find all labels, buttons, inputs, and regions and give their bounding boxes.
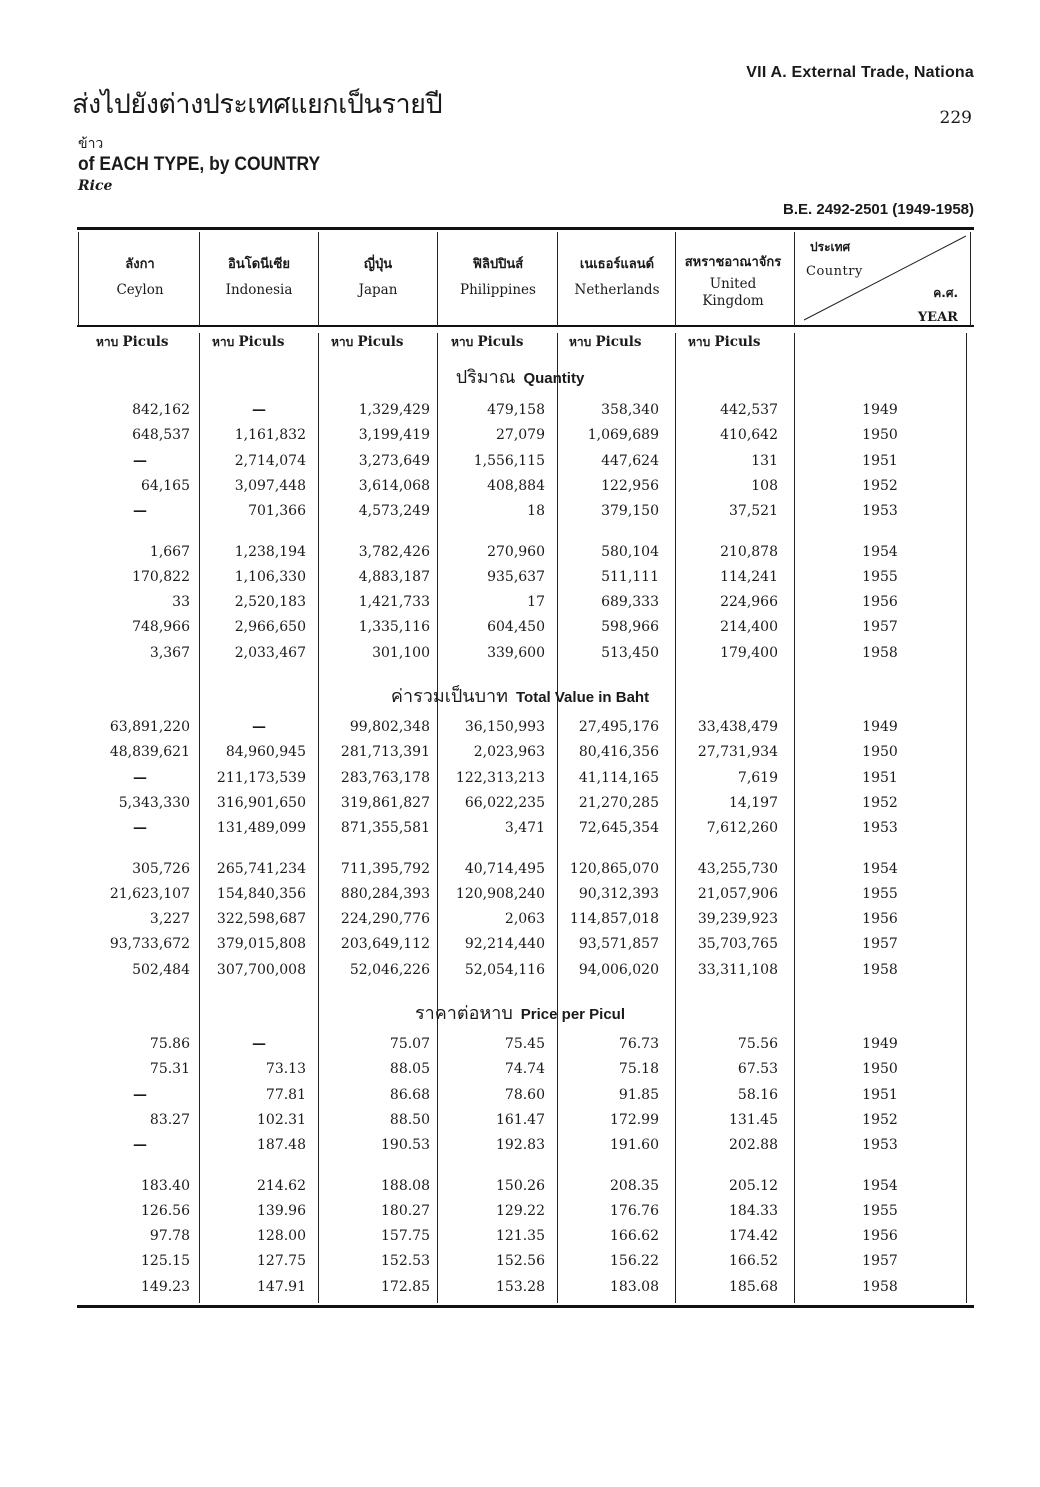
table-cell: 379,015,808 xyxy=(216,936,306,953)
table-cell: 2,023,963 xyxy=(473,744,545,761)
table-cell: 58.16 xyxy=(737,1086,778,1103)
section-title-english: Total Value in Baht xyxy=(516,689,650,706)
english-title: of EACH TYPE, by COUNTRY xyxy=(78,154,321,175)
table-cell: 153.28 xyxy=(496,1278,545,1295)
table-cell: 152.56 xyxy=(496,1253,545,1270)
thai-title: ส่งไปยังต่างประเทศแยกเป็นรายปี xyxy=(72,89,443,120)
table-cell: — xyxy=(133,769,147,786)
table-cell: 180.27 xyxy=(381,1202,430,1219)
table-cell: 92,214,440 xyxy=(464,936,545,953)
column-header-english: Japan xyxy=(358,282,398,298)
table-cell: — xyxy=(133,1137,147,1154)
column-header xyxy=(440,256,556,299)
column-header xyxy=(82,256,198,299)
unit-thai: หาบ xyxy=(212,335,239,349)
table-cell: 339,600 xyxy=(487,644,545,661)
year-cell: 1958 xyxy=(862,1278,898,1295)
table-cell: 66,022,235 xyxy=(464,794,545,811)
table-cell: 120,908,240 xyxy=(455,885,545,902)
table-cell: 166.52 xyxy=(729,1253,778,1270)
year-cell: 1953 xyxy=(862,503,898,520)
unit-label xyxy=(331,333,404,352)
table-cell: 63,891,220 xyxy=(109,719,190,735)
table-cell: 154,840,356 xyxy=(216,885,306,902)
table-cell: — xyxy=(133,452,147,469)
table-cell: 94,006,020 xyxy=(578,961,659,978)
column-header-thai: สหราชอาณาจักร xyxy=(684,255,782,270)
year-cell: 1951 xyxy=(862,452,898,469)
table-cell: 174.42 xyxy=(729,1228,778,1245)
column-header-english: Ceylon xyxy=(116,282,164,298)
table-cell: 203,649,112 xyxy=(340,936,430,953)
year-cell: 1950 xyxy=(862,744,898,761)
table-cell: 48,839,621 xyxy=(109,744,190,761)
column-header-thai: เนเธอร์แลนด์ xyxy=(579,257,655,272)
table-cell: 442,537 xyxy=(720,402,778,418)
column-header xyxy=(201,256,317,299)
table-cell: 1,106,330 xyxy=(234,568,306,585)
running-header: VII A. External Trade, Nationa xyxy=(746,64,974,81)
table-cell: 187.48 xyxy=(257,1137,306,1154)
table-cell: 1,069,689 xyxy=(587,427,659,444)
column-header-english: Indonesia xyxy=(225,282,293,298)
table-cell: 88.50 xyxy=(389,1111,430,1128)
corner-thai-country: ประเทศ xyxy=(810,240,851,254)
table-cell: 33 xyxy=(172,594,190,611)
table-cell: 75.31 xyxy=(149,1061,190,1078)
table-cell: 18 xyxy=(527,503,545,520)
year-cell: 1954 xyxy=(862,860,898,877)
year-cell: 1953 xyxy=(862,820,898,837)
unit-english: Piculs xyxy=(122,334,169,350)
table-cell: 40,714,495 xyxy=(464,860,545,877)
table-cell: 91.85 xyxy=(618,1086,659,1103)
table-cell: 114,857,018 xyxy=(569,911,659,928)
english-subtitle: Rice xyxy=(78,178,113,194)
table-cell: 210,878 xyxy=(720,543,778,560)
table-cell: 1,161,832 xyxy=(234,427,306,444)
table-cell: 3,199,419 xyxy=(358,427,430,444)
table-cell: 689,333 xyxy=(601,594,659,611)
unit-label xyxy=(212,333,285,352)
column-divider xyxy=(199,232,200,326)
table-cell: 2,966,650 xyxy=(234,619,306,636)
year-cell: 1952 xyxy=(862,477,898,494)
column-header xyxy=(559,256,675,299)
table-cell: 21,623,107 xyxy=(109,885,190,902)
table-cell: 150.26 xyxy=(496,1177,545,1194)
table-cell: 129.22 xyxy=(496,1202,545,1219)
year-cell: 1956 xyxy=(862,1228,898,1245)
table-cell: 3,782,426 xyxy=(358,543,430,560)
table-cell: 648,537 xyxy=(132,427,190,444)
table-cell: 3,367 xyxy=(149,644,190,661)
year-cell: 1958 xyxy=(862,961,898,978)
table-cell: 701,366 xyxy=(248,503,306,520)
table-cell: 871,355,581 xyxy=(340,820,430,837)
table-cell: 935,637 xyxy=(487,568,545,585)
table-cell: 166.62 xyxy=(610,1228,659,1245)
table-cell: 208.35 xyxy=(610,1177,659,1194)
year-cell: 1950 xyxy=(862,1061,898,1078)
table-cell: 1,556,115 xyxy=(473,452,545,469)
table-cell: 604,450 xyxy=(487,619,545,636)
table-cell: 358,340 xyxy=(601,402,659,418)
table-cell: 511,111 xyxy=(601,568,659,585)
table-cell: 161.47 xyxy=(496,1111,545,1128)
table-cell: 502,484 xyxy=(132,961,190,978)
table-cell: 316,901,650 xyxy=(216,794,306,811)
table-cell: 379,150 xyxy=(601,503,659,520)
year-cell: 1956 xyxy=(862,911,898,928)
table-left-border xyxy=(78,232,79,326)
table-cell: 205.12 xyxy=(729,1177,778,1194)
table-cell: 52,054,116 xyxy=(464,961,545,978)
table-cell: 27,731,934 xyxy=(697,744,778,761)
table-cell: 75.07 xyxy=(389,1036,430,1052)
column-header-thai: ฟิลิปปินส์ xyxy=(472,257,524,272)
year-cell: 1949 xyxy=(862,1036,898,1052)
table-cell: — xyxy=(252,402,266,418)
table-cell: 88.05 xyxy=(389,1061,430,1078)
unit-english: Piculs xyxy=(595,334,642,350)
corner-thai-year: ค.ศ. xyxy=(933,286,958,300)
table-cell: 78.60 xyxy=(504,1086,545,1103)
table-cell: 64,165 xyxy=(141,477,190,494)
year-cell: 1955 xyxy=(862,568,898,585)
table-cell: 72,645,354 xyxy=(578,820,659,837)
section-title-thai: ปริมาณ xyxy=(455,367,516,388)
table-cell: 75.18 xyxy=(618,1061,659,1078)
table-cell: 156.22 xyxy=(610,1253,659,1270)
table-cell: 3,273,649 xyxy=(358,452,430,469)
table-cell: 172.85 xyxy=(381,1278,430,1295)
column-header xyxy=(675,254,791,310)
unit-english: Piculs xyxy=(477,334,524,350)
table-bottom-rule xyxy=(77,1305,974,1308)
table-cell: 598,966 xyxy=(601,619,659,636)
year-cell: 1950 xyxy=(862,427,898,444)
table-cell: 80,416,356 xyxy=(578,744,659,761)
table-cell: 74.74 xyxy=(504,1061,545,1078)
table-cell: 93,571,857 xyxy=(578,936,659,953)
table-cell: 188.08 xyxy=(381,1177,430,1194)
table-cell: 224,290,776 xyxy=(340,911,430,928)
year-cell: 1953 xyxy=(862,1137,898,1154)
year-cell: 1951 xyxy=(862,769,898,786)
section-title-english: Price per Picul xyxy=(520,1006,626,1023)
table-cell: 270,960 xyxy=(487,543,545,560)
table-cell: 128.00 xyxy=(257,1228,306,1245)
table-cell: 7,612,260 xyxy=(706,820,778,837)
table-cell: 1,421,733 xyxy=(358,594,430,611)
table-cell: 86.68 xyxy=(389,1086,430,1103)
table-cell: 139.96 xyxy=(257,1202,306,1219)
year-cell: 1957 xyxy=(862,619,898,636)
unit-english: Piculs xyxy=(238,334,285,350)
year-cell: 1955 xyxy=(862,885,898,902)
year-cell: 1952 xyxy=(862,1111,898,1128)
table-cell: 35,703,765 xyxy=(697,936,778,953)
table-cell: 93,733,672 xyxy=(109,936,190,953)
table-cell: — xyxy=(252,719,266,735)
year-cell: 1952 xyxy=(862,794,898,811)
table-cell: 307,700,008 xyxy=(216,961,306,978)
column-header-thai: ญี่ปุ่น xyxy=(363,257,393,272)
column-divider xyxy=(437,232,438,326)
table-cell: 301,100 xyxy=(372,644,430,661)
table-cell: 1,238,194 xyxy=(234,543,306,560)
table-cell: 176.76 xyxy=(610,1202,659,1219)
table-cell: 4,883,187 xyxy=(358,568,430,585)
table-cell: — xyxy=(133,820,147,837)
column-header-english: Philippines xyxy=(460,282,536,298)
year-cell: 1954 xyxy=(862,1177,898,1194)
unit-label xyxy=(569,333,642,352)
table-cell: 127.75 xyxy=(257,1253,306,1270)
section-title-thai: ค่ารวมเป็นบาท xyxy=(390,686,508,707)
table-cell: 27,495,176 xyxy=(578,719,659,735)
unit-thai: หาบ xyxy=(688,335,715,349)
table-cell: 170,822 xyxy=(132,568,190,585)
table-cell: 447,624 xyxy=(601,452,659,469)
table-cell: 513,450 xyxy=(601,644,659,661)
table-cell: 108 xyxy=(751,477,778,494)
unit-thai: หาบ xyxy=(96,335,123,349)
section-title xyxy=(0,998,1040,1027)
table-cell: 1,335,116 xyxy=(358,619,430,636)
table-cell: 122,313,213 xyxy=(455,769,545,786)
table-cell: 52,046,226 xyxy=(349,961,430,978)
table-cell: — xyxy=(252,1036,266,1052)
table-cell: 36,150,993 xyxy=(464,719,545,735)
column-header xyxy=(320,256,436,299)
unit-english: Piculs xyxy=(714,334,761,350)
table-cell: 21,270,285 xyxy=(578,794,659,811)
table-cell: 179,400 xyxy=(720,644,778,661)
table-top-rule xyxy=(77,227,974,230)
table-cell: 122,956 xyxy=(601,477,659,494)
table-cell: 322,598,687 xyxy=(216,911,306,928)
table-cell: 2,063 xyxy=(504,911,545,928)
year-cell: 1954 xyxy=(862,543,898,560)
year-cell: 1951 xyxy=(862,1086,898,1103)
unit-label xyxy=(451,333,524,352)
table-cell: 281,713,391 xyxy=(340,744,430,761)
table-cell: 114,241 xyxy=(720,568,778,585)
table-cell: 120,865,070 xyxy=(569,860,659,877)
table-cell: 224,966 xyxy=(720,594,778,611)
table-cell: 283,763,178 xyxy=(340,769,430,786)
table-cell: 126.56 xyxy=(141,1202,190,1219)
table-cell: 27,079 xyxy=(496,427,545,444)
table-cell: 131.45 xyxy=(729,1111,778,1128)
year-cell: 1957 xyxy=(862,936,898,953)
table-cell: 305,726 xyxy=(132,860,190,877)
year-cell: 1949 xyxy=(862,719,898,735)
table-cell: 99,802,348 xyxy=(349,719,430,735)
table-cell: 192.83 xyxy=(496,1137,545,1154)
table-cell: 3,097,448 xyxy=(234,477,306,494)
table-cell: 152.53 xyxy=(381,1253,430,1270)
table-cell: 580,104 xyxy=(601,543,659,560)
table-cell: 131 xyxy=(751,452,778,469)
table-cell: 880,284,393 xyxy=(340,885,430,902)
thai-subtitle: ข้าว xyxy=(78,136,104,152)
year-cell: 1949 xyxy=(862,402,898,418)
table-cell: 265,741,234 xyxy=(216,860,306,877)
year-cell: 1957 xyxy=(862,1253,898,1270)
table-cell: 75.56 xyxy=(737,1036,778,1052)
table-cell: 214.62 xyxy=(257,1177,306,1194)
table-cell: 202.88 xyxy=(729,1137,778,1154)
table-cell: 75.45 xyxy=(504,1036,545,1052)
table-cell: 83.27 xyxy=(149,1111,190,1128)
table-cell: 211,173,539 xyxy=(216,769,306,786)
table-cell: 102.31 xyxy=(257,1111,306,1128)
table-cell: 37,521 xyxy=(729,503,778,520)
table-cell: 319,861,827 xyxy=(340,794,430,811)
corner-english-year: YEAR xyxy=(917,310,958,325)
table-cell: 121.35 xyxy=(496,1228,545,1245)
table-cell: 17 xyxy=(527,594,545,611)
table-cell: 191.60 xyxy=(610,1137,659,1154)
table-cell: 842,162 xyxy=(132,402,190,418)
column-header-english: Netherlands xyxy=(574,282,660,298)
table-cell: 7,619 xyxy=(737,769,778,786)
section-title xyxy=(0,362,1040,391)
table-cell: 2,033,467 xyxy=(234,644,306,661)
table-cell: 214,400 xyxy=(720,619,778,636)
table-cell: 1,329,429 xyxy=(358,402,430,418)
table-cell: 76.73 xyxy=(618,1036,659,1052)
column-header-thai: ลังกา xyxy=(125,257,155,272)
period-label: B.E. 2492-2501 (1949-1958) xyxy=(783,201,974,218)
table-cell: 157.75 xyxy=(381,1228,430,1245)
table-cell: 21,057,906 xyxy=(697,885,778,902)
table-cell: 43,255,730 xyxy=(697,860,778,877)
table-cell: 410,642 xyxy=(720,427,778,444)
table-cell: 90,312,393 xyxy=(578,885,659,902)
section-title xyxy=(0,681,1040,710)
table-cell: 147.91 xyxy=(257,1278,306,1295)
year-cell: 1956 xyxy=(862,594,898,611)
table-cell: 408,884 xyxy=(487,477,545,494)
column-header-thai: อินโดนีเซีย xyxy=(228,257,290,272)
table-cell: 183.08 xyxy=(610,1278,659,1295)
table-cell: 183.40 xyxy=(141,1177,190,1194)
table-cell: 190.53 xyxy=(381,1137,430,1154)
table-cell: 1,667 xyxy=(149,543,190,560)
page-number: 229 xyxy=(939,108,972,128)
table-cell: 149.23 xyxy=(141,1278,190,1295)
table-cell: 4,573,249 xyxy=(358,503,430,520)
table-cell: 75.86 xyxy=(149,1036,190,1052)
column-divider xyxy=(318,333,319,1303)
table-cell: 14,197 xyxy=(729,794,778,811)
unit-english: Piculs xyxy=(357,334,404,350)
table-cell: 479,158 xyxy=(487,402,545,418)
table-cell: 41,114,165 xyxy=(578,769,659,786)
table-cell: 184.33 xyxy=(729,1202,778,1219)
table-cell: 97.78 xyxy=(149,1228,190,1245)
table-cell: 131,489,099 xyxy=(216,820,306,837)
column-divider xyxy=(557,232,558,326)
unit-thai: หาบ xyxy=(451,335,478,349)
table-cell: 185.68 xyxy=(729,1278,778,1295)
column-divider xyxy=(794,333,795,1303)
table-cell: 67.53 xyxy=(737,1061,778,1078)
table-cell: 711,395,792 xyxy=(340,860,430,877)
year-cell: 1955 xyxy=(862,1202,898,1219)
table-cell: 39,239,923 xyxy=(697,911,778,928)
table-cell: 3,614,068 xyxy=(358,477,430,494)
unit-thai: หาบ xyxy=(331,335,358,349)
table-cell: 2,714,074 xyxy=(234,452,306,469)
table-cell: 73.13 xyxy=(265,1061,306,1078)
table-right-border xyxy=(966,333,967,1303)
year-cell: 1958 xyxy=(862,644,898,661)
unit-thai: หาบ xyxy=(569,335,596,349)
column-header-english: United Kingdom xyxy=(702,276,764,309)
section-title-english: Quantity xyxy=(523,370,585,387)
table-cell: — xyxy=(133,1086,147,1103)
corner-diagonal xyxy=(796,232,972,326)
column-divider xyxy=(318,232,319,326)
section-title-thai: ราคาต่อหาบ xyxy=(414,1003,513,1024)
table-cell: 84,960,945 xyxy=(225,744,306,761)
table-cell: — xyxy=(133,503,147,520)
unit-label xyxy=(688,333,761,352)
table-cell: 77.81 xyxy=(265,1086,306,1103)
table-cell: 3,227 xyxy=(149,911,190,928)
unit-label xyxy=(96,333,169,352)
table-cell: 2,520,183 xyxy=(234,594,306,611)
corner-english-country: Country xyxy=(806,264,863,279)
table-cell: 748,966 xyxy=(132,619,190,636)
column-divider xyxy=(794,232,795,326)
table-cell: 33,311,108 xyxy=(697,961,778,978)
table-cell: 5,343,330 xyxy=(118,794,190,811)
table-cell: 33,438,479 xyxy=(697,719,778,735)
table-cell: 3,471 xyxy=(504,820,545,837)
table-cell: 125.15 xyxy=(141,1253,190,1270)
table-cell: 172.99 xyxy=(610,1111,659,1128)
